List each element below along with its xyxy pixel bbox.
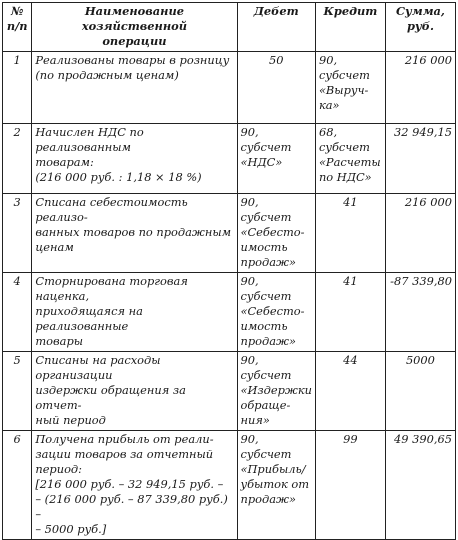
amount: 216 000 — [385, 52, 455, 124]
header-sum: Сумма, руб. — [385, 3, 455, 52]
amount: 49 390,65 — [385, 431, 455, 540]
credit-account: 41 — [315, 273, 385, 352]
credit-account: 68, субсчет «Расчеты по НДС» — [315, 124, 385, 194]
debit-account: 90, субсчет «Прибыль/ убыток от продаж» — [237, 431, 315, 540]
operations-table — [2, 2, 456, 540]
amount: 216 000 — [385, 194, 455, 273]
operation-name: Списана себестоимость реализо- ванных товаров по продажным ценам — [32, 194, 237, 273]
operation-name: Сторнирована торговая наценка, приходящаяся на реализованные товары — [32, 273, 237, 352]
row-number: 4 — [3, 273, 32, 352]
credit-account: 99 — [315, 431, 385, 540]
debit-account: 90, субсчет «Себесто- имость продаж» — [237, 273, 315, 352]
table-header-row — [3, 3, 456, 52]
debit-account: 90, субсчет «НДС» — [237, 124, 315, 194]
credit-account: 41 — [315, 194, 385, 273]
header-operation-name: Наименование хозяйственной операции — [32, 3, 237, 52]
operation-name: Получена прибыль от реали- зации товаров за отчетный период: [216 000 руб. – 32 949,15 руб. – – (216 000 руб. – 87 339,80 руб.) – – 5000 руб.] — [32, 431, 237, 540]
credit-account: 90, субсчет «Выруч- ка» — [315, 52, 385, 124]
debit-account: 90, субсчет «Издержки обраще- ния» — [237, 352, 315, 431]
header-debit: Дебет — [237, 3, 315, 52]
debit-account: 90, субсчет «Себесто- имость продаж» — [237, 194, 315, 273]
row-number: 1 — [3, 52, 32, 124]
operation-name: Начислен НДС по реализованным товарам: (216 000 руб. : 1,18 × 18 %) — [32, 124, 237, 194]
table-row — [3, 273, 456, 352]
amount: 32 949,15 — [385, 124, 455, 194]
table-row — [3, 431, 456, 540]
table-row — [3, 352, 456, 431]
operation-name: Реализованы товары в розницу (по продажным ценам) — [32, 52, 237, 124]
amount: 5000 — [385, 352, 455, 431]
operation-name: Списаны на расходы организации издержки обращения за отчет- ный период — [32, 352, 237, 431]
row-number: 3 — [3, 194, 32, 273]
row-number: 2 — [3, 124, 32, 194]
header-credit: Кредит — [315, 3, 385, 52]
table-row — [3, 52, 456, 124]
table-row — [3, 124, 456, 194]
amount: -87 339,80 — [385, 273, 455, 352]
header-number: № п/п — [3, 3, 32, 52]
debit-account: 50 — [237, 52, 315, 124]
row-number: 6 — [3, 431, 32, 540]
table-row — [3, 194, 456, 273]
row-number: 5 — [3, 352, 32, 431]
credit-account: 44 — [315, 352, 385, 431]
